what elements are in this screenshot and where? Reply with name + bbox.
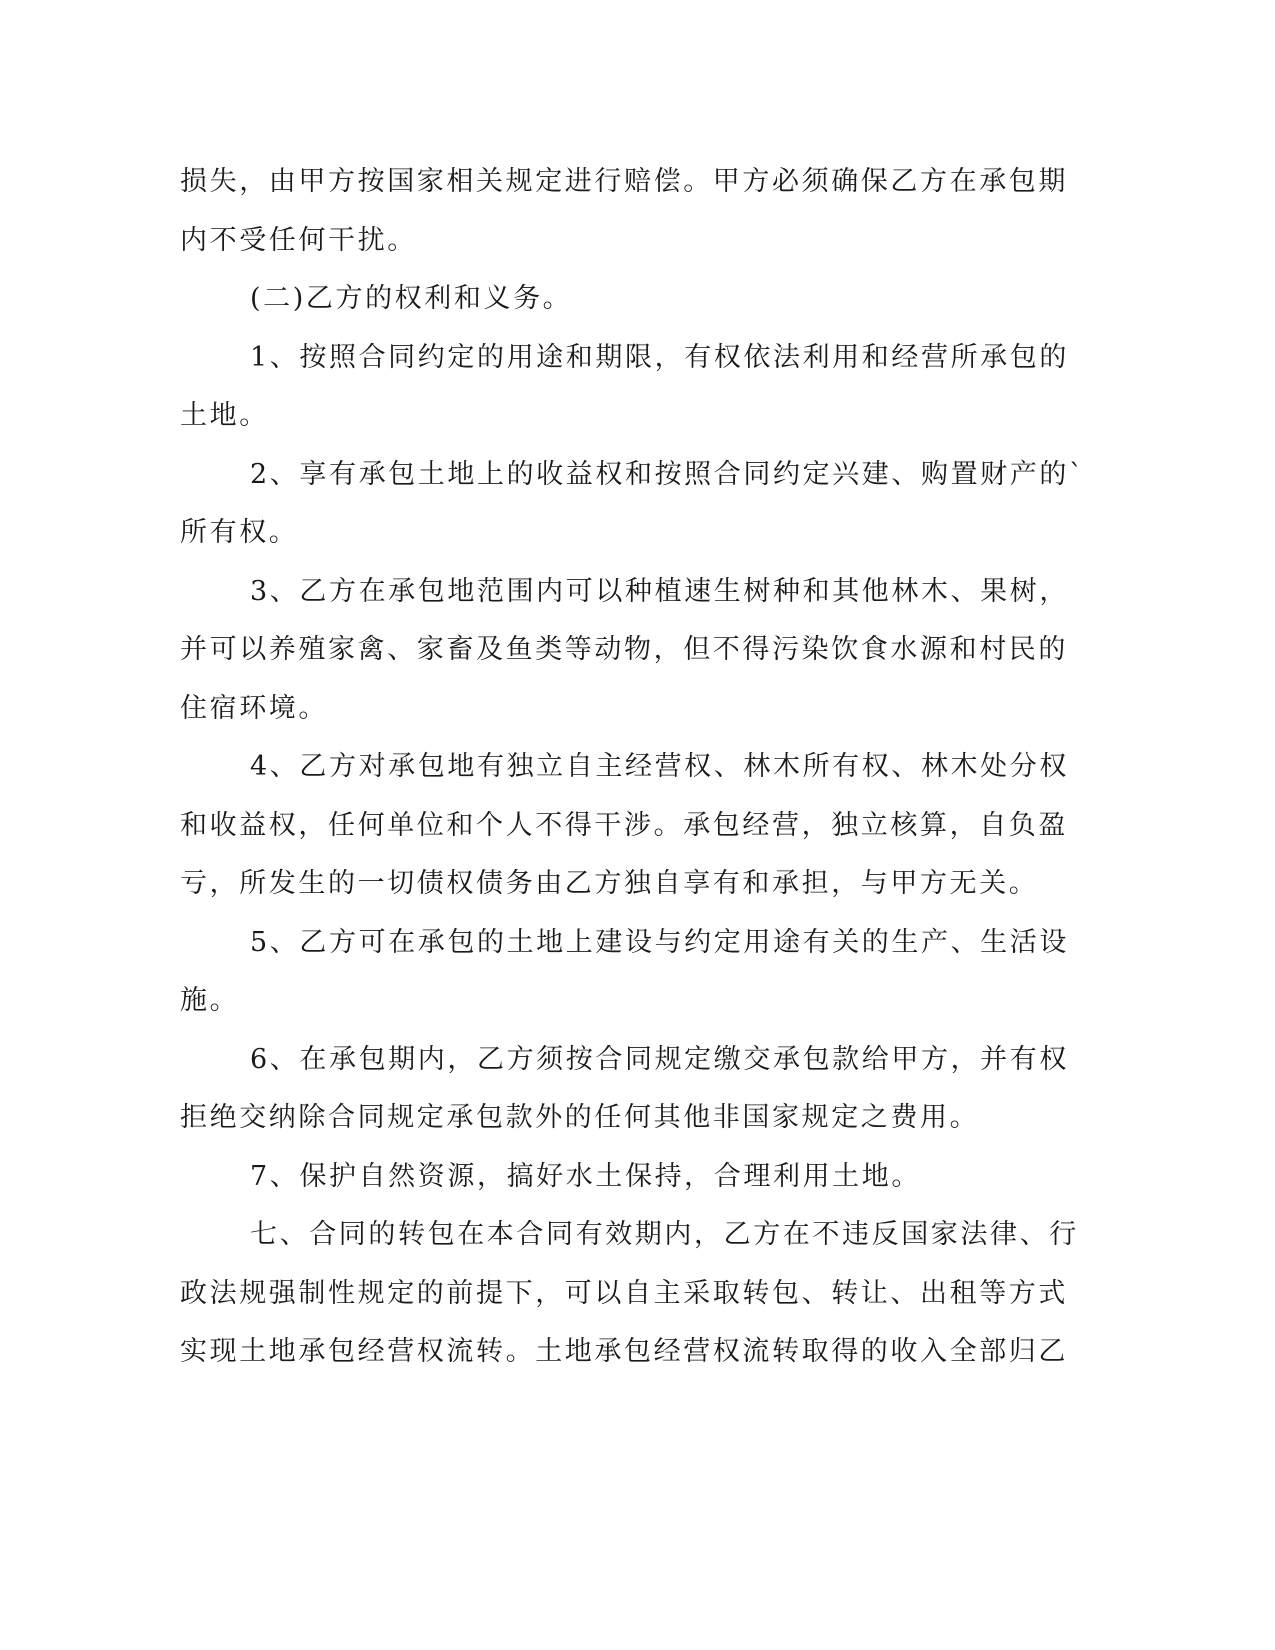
text-line: 内不受任何干扰。 (180, 224, 417, 256)
text-line: 1、按照合同约定的用途和期限，有权依法利用和经营所承包的 (250, 341, 1069, 373)
text-line: 损失，由甲方按国家相关规定进行赔偿。甲方必须确保乙方在承包期 (180, 166, 1068, 197)
text-line: 政法规强制性规定的前提下，可以自主采取转包、转让、出租等方式 (180, 1277, 1068, 1309)
text-line: (二)乙方的权利和义务。 (250, 283, 573, 314)
text-line: 实现土地承包经营权流转。土地承包经营权流转取得的收入全部归乙 (180, 1336, 1068, 1367)
text-line: 并可以养殖家禽、家畜及鱼类等动物，但不得污染饮食水源和村民的 (180, 634, 1068, 665)
text-line: 3、乙方在承包地范围内可以种植速生树种和其他林木、果树， (250, 575, 1069, 607)
document-body (180, 153, 1086, 1382)
text-line: 2、享有承包土地上的收益权和按照合同约定兴建、购置财产的` (250, 458, 1086, 490)
text-line: 亏，所发生的一切债权债务由乙方独自享有和承担，与甲方无关。 (180, 868, 1039, 899)
text-line: 4、乙方对承包地有独立自主经营权、林木所有权、林木处分权 (250, 751, 1069, 782)
text-line: 住宿环境。 (180, 692, 328, 724)
text-line: 6、在承包期内，乙方须按合同规定缴交承包款给甲方，并有权 (250, 1043, 1069, 1075)
text-line: 所有权。 (180, 517, 299, 548)
text-line: 7、保护自然资源，搞好水土保持，合理利用土地。 (250, 1160, 921, 1192)
text-line: 七、合同的转包在本合同有效期内，乙方在不违反国家法律、行 (250, 1219, 1079, 1250)
text-line: 拒绝交纳除合同规定承包款外的任何其他非国家规定之费用。 (180, 1102, 980, 1133)
text-line: 5、乙方可在承包的土地上建设与约定用途有关的生产、生活设 (250, 926, 1069, 958)
text-line: 土地。 (180, 400, 269, 431)
text-line: 施。 (180, 985, 240, 1016)
text-line: 和收益权，任何单位和个人不得干涉。承包经营，独立核算，自负盈 (180, 809, 1068, 841)
